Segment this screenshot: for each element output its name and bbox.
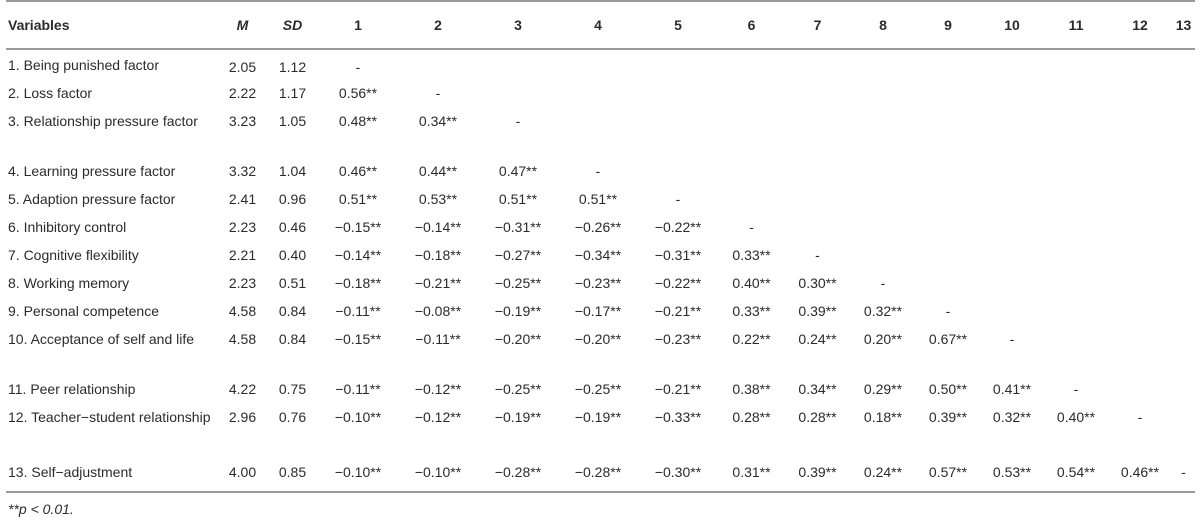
- correlation-cell: [638, 49, 718, 80]
- correlation-cell: [916, 242, 980, 270]
- table-row: [6, 326, 1195, 376]
- mean-cell: 2.96: [228, 409, 257, 425]
- correlation-cell: −0.11**: [415, 331, 461, 347]
- correlation-cell: 0.24**: [798, 331, 837, 347]
- sd-cell: 0.96: [278, 191, 307, 207]
- sd-cell: 0.84: [278, 303, 307, 319]
- variable-name-cell: 2. Loss factor: [8, 85, 93, 101]
- correlation-cell: 0.28**: [798, 409, 837, 425]
- correlation-cell: [850, 242, 916, 270]
- correlation-cell: [850, 214, 916, 242]
- correlation-cell: 0.54**: [1044, 454, 1108, 492]
- column-header-8: 8: [850, 1, 916, 49]
- correlation-cell: [785, 186, 850, 214]
- correlation-cell: [718, 158, 785, 186]
- correlation-cell: 0.40**: [732, 275, 771, 291]
- correlation-cell: [718, 49, 785, 80]
- correlation-cell: 0.51**: [498, 191, 538, 207]
- table-row: [6, 80, 1195, 108]
- correlation-cell: [1172, 186, 1195, 214]
- column-header-10: 10: [980, 1, 1044, 49]
- correlation-cell: [1108, 242, 1172, 270]
- mean-cell: 2.23: [228, 219, 257, 235]
- variable-name-cell: 13. Self−adjustment: [6, 454, 218, 492]
- correlation-cell: [398, 49, 478, 80]
- correlation-cell: 0.51**: [338, 191, 378, 207]
- correlation-cell: −0.25**: [494, 381, 542, 397]
- correlation-cell: [1108, 270, 1172, 298]
- correlation-cell: -: [815, 247, 820, 263]
- correlation-cell: −0.28**: [478, 454, 558, 492]
- sd-cell: 1.17: [278, 85, 307, 101]
- correlation-cell: [916, 49, 980, 80]
- correlation-cell: 0.33**: [732, 303, 771, 319]
- variable-name-cell: 10. Acceptance of self and life: [8, 331, 195, 347]
- correlation-cell: [1172, 376, 1195, 404]
- variable-name-cell: 9. Personal competence: [8, 303, 159, 319]
- variable-name-cell: 1. Being punished factor: [8, 57, 159, 73]
- correlation-cell: 0.56**: [338, 85, 378, 101]
- column-header-variables: Variables: [6, 1, 218, 49]
- column-header-3: 3: [478, 1, 558, 49]
- correlation-cell: −0.18**: [414, 247, 462, 263]
- column-header-2: 2: [398, 1, 478, 49]
- table-row: [6, 158, 1195, 186]
- correlation-cell: -: [1009, 331, 1015, 347]
- mean-cell: 2.22: [228, 85, 257, 101]
- correlation-cell: [785, 214, 850, 242]
- correlation-cell: [1044, 186, 1108, 214]
- correlation-cell: −0.23**: [654, 331, 702, 347]
- correlation-cell: [1172, 49, 1195, 80]
- correlation-cell: [1108, 186, 1172, 214]
- correlation-cell: 0.32**: [863, 303, 903, 319]
- correlation-cell: 0.40**: [1056, 409, 1096, 425]
- correlation-cell: [850, 49, 916, 80]
- correlation-cell: −0.30**: [638, 454, 718, 492]
- correlation-cell: [1108, 298, 1172, 326]
- correlation-cell: −0.12**: [414, 409, 462, 425]
- correlation-cell: −0.11**: [335, 303, 381, 319]
- correlation-cell: [1044, 270, 1108, 298]
- correlation-cell: -: [945, 303, 951, 319]
- correlation-cell: [980, 80, 1044, 108]
- correlation-cell: 0.47**: [498, 163, 538, 179]
- correlation-cell: −0.11**: [335, 381, 381, 397]
- correlation-cell: [1108, 80, 1172, 108]
- correlation-cell: -: [675, 191, 681, 207]
- correlation-cell: −0.15**: [334, 331, 382, 347]
- correlation-cell: 0.51**: [578, 191, 618, 207]
- correlation-cell: 0.46**: [338, 163, 378, 179]
- mean-cell: 2.41: [228, 191, 257, 207]
- correlation-cell: -: [1137, 409, 1143, 425]
- correlation-cell: [785, 80, 850, 108]
- correlation-cell: 0.32**: [992, 409, 1032, 425]
- correlation-cell: [1172, 270, 1195, 298]
- sd-cell: 0.40: [278, 247, 307, 263]
- correlation-cell: [1108, 108, 1172, 158]
- mean-cell: 4.22: [228, 381, 257, 397]
- column-header-9: 9: [916, 1, 980, 49]
- correlation-cell: [1172, 108, 1195, 158]
- correlation-cell: −0.20**: [574, 331, 622, 347]
- sd-cell: 0.51: [278, 275, 307, 291]
- variable-name-cell: 7. Cognitive flexibility: [8, 247, 139, 263]
- correlation-cell: [850, 108, 916, 158]
- correlation-cell: [1044, 326, 1108, 376]
- correlation-cell: 0.39**: [785, 454, 850, 492]
- correlation-cell: 0.67**: [928, 331, 968, 347]
- correlation-cell: 0.44**: [418, 163, 458, 179]
- correlation-cell: [1044, 298, 1108, 326]
- correlation-cell: 0.29**: [863, 381, 903, 397]
- column-header-11: 11: [1044, 1, 1108, 49]
- correlation-cell: −0.15**: [334, 219, 382, 235]
- correlation-cell: 0.34**: [798, 381, 837, 397]
- correlation-cell: 0.50**: [928, 381, 968, 397]
- correlation-cell: -: [1172, 454, 1195, 492]
- correlation-table: [6, 0, 1195, 493]
- correlation-cell: [1044, 108, 1108, 158]
- correlation-cell: [1108, 376, 1172, 404]
- correlation-cell: −0.19**: [574, 409, 622, 425]
- column-header-m: M: [218, 1, 267, 49]
- correlation-cell: [980, 214, 1044, 242]
- mean-cell: 2.21: [228, 247, 257, 263]
- table-row: [6, 404, 1195, 454]
- sd-cell: 0.46: [278, 219, 307, 235]
- variable-name-cell: 3. Relationship pressure factor: [8, 113, 198, 129]
- correlation-cell: 0.22**: [732, 331, 771, 347]
- correlation-cell: [916, 108, 980, 158]
- correlation-cell: −0.22**: [654, 275, 702, 291]
- correlation-cell: [980, 49, 1044, 80]
- correlation-cell: [1172, 242, 1195, 270]
- correlation-cell: 0.53**: [418, 191, 458, 207]
- correlation-cell: -: [1073, 381, 1079, 397]
- table-row: [6, 186, 1195, 214]
- correlation-cell: -: [515, 113, 521, 129]
- correlation-cell: −0.18**: [334, 275, 382, 291]
- correlation-cell: −0.20**: [494, 331, 542, 347]
- correlation-cell: [1172, 326, 1195, 376]
- correlation-cell: −0.10**: [318, 454, 398, 492]
- correlation-cell: 0.41**: [992, 381, 1032, 397]
- mean-cell: 4.58: [228, 331, 257, 347]
- correlation-cell: 0.53**: [980, 454, 1044, 492]
- sd-cell: 1.12: [278, 59, 307, 75]
- correlation-cell: 0.34**: [418, 113, 458, 129]
- correlation-cell: −0.14**: [414, 219, 462, 235]
- column-header-1: 1: [318, 1, 398, 49]
- correlation-cell: [638, 158, 718, 186]
- correlation-cell: 0.24**: [850, 454, 916, 492]
- sd-cell: 0.76: [278, 409, 307, 425]
- correlation-cell: [1108, 49, 1172, 80]
- correlation-cell: 0.46**: [1108, 454, 1172, 492]
- correlation-cell: [916, 214, 980, 242]
- correlation-cell: −0.33**: [654, 409, 702, 425]
- column-header-13: 13: [1172, 1, 1195, 49]
- table-row: [6, 298, 1195, 326]
- correlation-cell: −0.21**: [414, 275, 462, 291]
- correlation-cell: −0.12**: [414, 381, 462, 397]
- correlation-cell: [1172, 214, 1195, 242]
- correlation-cell: −0.28**: [558, 454, 638, 492]
- table-row: [6, 214, 1195, 242]
- correlation-cell: 0.20**: [863, 331, 903, 347]
- correlation-cell: −0.22**: [654, 219, 702, 235]
- correlation-cell: [1172, 404, 1195, 454]
- variable-name-cell: 11. Peer relationship: [8, 381, 136, 397]
- correlation-cell: [1044, 80, 1108, 108]
- correlation-cell: [980, 242, 1044, 270]
- table-body: [6, 49, 1195, 492]
- correlation-cell: -: [355, 59, 361, 75]
- correlation-cell: −0.19**: [494, 409, 542, 425]
- correlation-cell: -: [880, 275, 886, 291]
- mean-cell: 2.23: [228, 275, 257, 291]
- correlation-cell: −0.31**: [654, 247, 702, 263]
- column-header-7: 7: [785, 1, 850, 49]
- variable-name-cell: 8. Working memory: [8, 275, 130, 291]
- correlation-cell: [718, 80, 785, 108]
- correlation-cell: [1172, 298, 1195, 326]
- correlation-cell: −0.21**: [654, 381, 702, 397]
- correlation-cell: −0.23**: [574, 275, 622, 291]
- table-row: [6, 108, 1195, 158]
- correlation-cell: [916, 270, 980, 298]
- correlation-cell: −0.34**: [574, 247, 622, 263]
- correlation-cell: 0.48**: [338, 113, 378, 129]
- correlation-cell: −0.17**: [574, 303, 622, 319]
- correlation-cell: [850, 186, 916, 214]
- correlation-cell: [785, 49, 850, 80]
- correlation-cell: [980, 108, 1044, 158]
- correlation-cell: [980, 158, 1044, 186]
- sd-cell: 1.04: [278, 163, 307, 179]
- correlation-cell: [1044, 158, 1108, 186]
- correlation-cell: [980, 298, 1044, 326]
- variable-name-cell: 12. Teacher−student relationship: [8, 409, 211, 425]
- correlation-cell: [718, 108, 785, 158]
- correlation-cell: [1172, 158, 1195, 186]
- correlation-cell: [785, 108, 850, 158]
- correlation-cell: [916, 158, 980, 186]
- correlation-cell: 0.57**: [916, 454, 980, 492]
- correlation-cell: [558, 49, 638, 80]
- mean-cell: 4.58: [228, 303, 257, 319]
- correlation-cell: [1044, 214, 1108, 242]
- variable-name-cell: 5. Adaption pressure factor: [8, 191, 176, 207]
- correlation-cell: −0.10**: [398, 454, 478, 492]
- correlation-cell: [850, 158, 916, 186]
- sd-cell: 0.85: [267, 454, 318, 492]
- correlation-cell: [558, 80, 638, 108]
- correlation-cell: −0.25**: [494, 275, 542, 291]
- column-header-sd: SD: [267, 1, 318, 49]
- correlation-cell: 0.28**: [732, 409, 771, 425]
- column-header-5: 5: [638, 1, 718, 49]
- correlation-cell: [1108, 326, 1172, 376]
- correlation-cell: 0.39**: [928, 409, 968, 425]
- correlation-cell: 0.33**: [732, 247, 771, 263]
- correlation-cell: [1108, 158, 1172, 186]
- correlation-cell: [916, 186, 980, 214]
- column-header-6: 6: [718, 1, 785, 49]
- correlation-cell: −0.08**: [414, 303, 462, 319]
- correlation-cell: −0.14**: [334, 247, 382, 263]
- correlation-cell: [478, 49, 558, 80]
- correlation-cell: -: [749, 219, 754, 235]
- correlation-cell: −0.21**: [654, 303, 702, 319]
- correlation-cell: 0.30**: [798, 275, 837, 291]
- column-header-12: 12: [1108, 1, 1172, 49]
- correlation-cell: −0.10**: [334, 409, 382, 425]
- table-row: [6, 270, 1195, 298]
- correlation-cell: −0.31**: [494, 219, 542, 235]
- correlation-cell: −0.26**: [574, 219, 622, 235]
- correlation-cell: 0.38**: [732, 381, 771, 397]
- correlation-cell: [1172, 80, 1195, 108]
- sd-cell: 0.84: [278, 331, 307, 347]
- correlation-cell: [478, 80, 558, 108]
- correlation-cell: [1108, 214, 1172, 242]
- correlation-cell: [638, 80, 718, 108]
- table-footnote: **p < 0.01.: [8, 501, 74, 517]
- sd-cell: 1.05: [278, 113, 307, 129]
- table-row: [6, 49, 1195, 80]
- correlation-cell: [558, 108, 638, 158]
- correlation-cell: −0.19**: [494, 303, 542, 319]
- mean-cell: 4.00: [218, 454, 267, 492]
- correlation-cell: [638, 108, 718, 158]
- correlation-cell: [718, 186, 785, 214]
- correlation-cell: 0.31**: [718, 454, 785, 492]
- correlation-cell: [916, 80, 980, 108]
- correlation-cell: 0.39**: [798, 303, 837, 319]
- sd-cell: 0.75: [278, 381, 307, 397]
- correlation-cell: -: [435, 85, 441, 101]
- table-row: [6, 454, 1195, 492]
- table-row: [6, 376, 1195, 404]
- correlation-cell: [1044, 242, 1108, 270]
- correlation-cell: [785, 158, 850, 186]
- variable-name-cell: 4. Learning pressure factor: [8, 163, 176, 179]
- correlation-cell: −0.27**: [494, 247, 542, 263]
- correlation-cell: [850, 80, 916, 108]
- correlation-cell: −0.25**: [574, 381, 622, 397]
- correlation-cell: [1044, 49, 1108, 80]
- mean-cell: 3.23: [228, 113, 257, 129]
- mean-cell: 3.32: [228, 163, 257, 179]
- correlation-cell: -: [595, 163, 601, 179]
- table-row: [6, 242, 1195, 270]
- variable-name-cell: 6. Inhibitory control: [8, 219, 127, 235]
- correlation-cell: 0.18**: [863, 409, 903, 425]
- mean-cell: 2.05: [228, 59, 257, 75]
- correlation-cell: [980, 186, 1044, 214]
- header-row: [6, 1, 1195, 49]
- correlation-cell: [980, 270, 1044, 298]
- column-header-4: 4: [558, 1, 638, 49]
